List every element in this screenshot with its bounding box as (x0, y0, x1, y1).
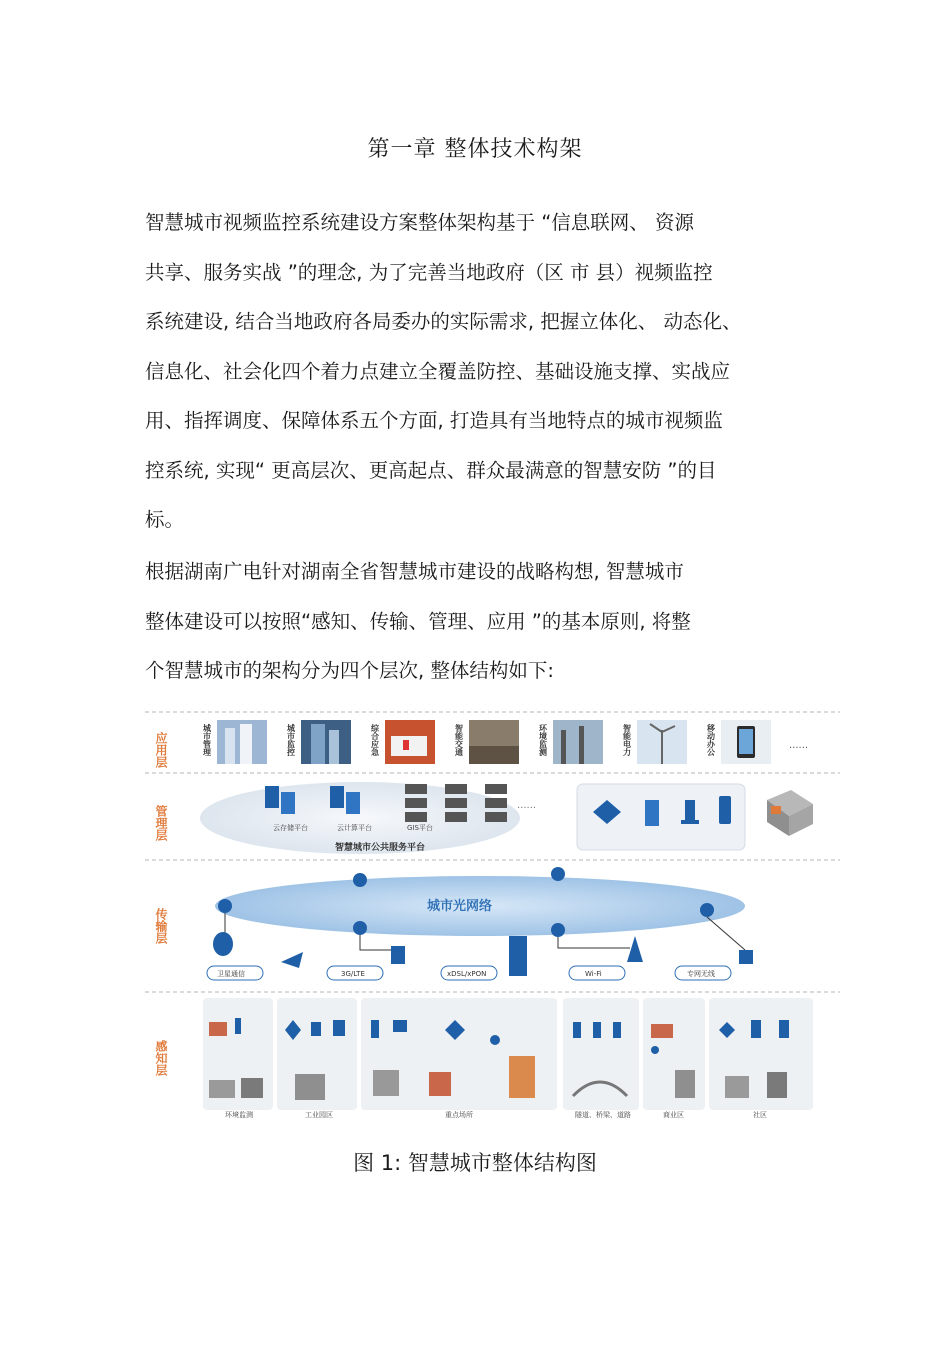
app-traffic (455, 720, 520, 764)
perception-row (203, 998, 813, 1119)
text-line: 用、指挥调度、保障体系五个方面, 打造具有当地特点的城市视频监 (145, 409, 723, 432)
area-environment (203, 998, 273, 1110)
app-more: ...... (789, 740, 809, 751)
layer-label-perception: 感知层 (154, 1040, 168, 1076)
transport-row (207, 867, 753, 980)
architecture-figure (145, 700, 840, 1120)
svg-text:商业区: 商业区 (663, 1111, 684, 1119)
paragraph-2 (145, 547, 807, 696)
area-community (709, 998, 813, 1110)
app-power (623, 720, 688, 764)
app-mobile-office (706, 720, 772, 764)
platform-label: 智慧城市公共服务平台 (335, 843, 426, 853)
svg-text:Wi-Fi: Wi-Fi (585, 970, 602, 978)
text-line: 个智慧城市的架构分为四个层次, 整体结构如下: (145, 659, 554, 682)
text-line: 系统建设, 结合当地政府各局委办的实际需求, 把握立体化、 动态化、 (145, 310, 742, 333)
app-city-surveillance (286, 720, 352, 764)
svg-text:环境监测: 环境监测 (538, 724, 548, 756)
layer-label-management: 管理层 (154, 805, 168, 841)
figure-caption: 图 1: 智慧城市整体结构图 (353, 1151, 597, 1175)
text-line: 共享、服务实战 ”的理念, 为了完善当地政府（区 市 县）视频监控 (145, 260, 713, 284)
text-line: 整体建设可以按照“感知、传输、管理、应用 ”的基本原则, 将整 (145, 609, 691, 633)
svg-text:卫星通信: 卫星通信 (217, 970, 245, 978)
text-line: 标。 (145, 508, 185, 531)
application-row (202, 720, 809, 764)
svg-text:xDSL/xPON: xDSL/xPON (447, 970, 487, 978)
app-city-management (202, 720, 268, 764)
paragraph-1 (145, 198, 807, 545)
app-emergency (370, 720, 436, 764)
app-environment (538, 720, 604, 764)
svg-text:城市监控: 城市监控 (286, 724, 296, 756)
svg-text:智能电力: 智能电力 (622, 724, 632, 756)
svg-text:环境监测: 环境监测 (225, 1111, 253, 1119)
svg-text:3G/LTE: 3G/LTE (341, 970, 365, 978)
storage-server (767, 790, 813, 836)
area-key-sites (361, 998, 557, 1110)
svg-text:云计算平台: 云计算平台 (337, 824, 372, 832)
area-industrial (277, 998, 357, 1110)
svg-text:隧道、桥梁、道路: 隧道、桥梁、道路 (575, 1111, 631, 1119)
svg-text:专网无线: 专网无线 (687, 970, 715, 978)
area-tunnels (563, 998, 639, 1110)
svg-text:工业园区: 工业园区 (305, 1111, 333, 1119)
svg-text:综合应急: 综合应急 (370, 724, 380, 756)
access-pills (207, 966, 731, 980)
svg-text:社区: 社区 (753, 1111, 767, 1119)
layer-label-transport: 传输层 (154, 908, 168, 944)
layer-labels (154, 731, 168, 1077)
svg-text:云存储平台: 云存储平台 (273, 824, 308, 832)
chapter-title: 第一章 整体技术构架 (367, 137, 583, 162)
svg-text:GIS平台: GIS平台 (407, 824, 433, 832)
svg-text:重点场所: 重点场所 (445, 1111, 473, 1119)
management-row (200, 782, 813, 854)
svg-text:移动办公: 移动办公 (706, 724, 716, 756)
svg-text:......: ...... (517, 800, 537, 811)
text-line: 控系统, 实现“ 更高层次、更高起点、群众最满意的智慧安防 ”的目 (145, 458, 717, 482)
text-line: 智慧城市视频监控系统建设方案整体架构基于 “信息联网、 资源 (145, 211, 694, 234)
network-label: 城市光网络 (427, 899, 493, 914)
text-line: 信息化、社会化四个着力点建立全覆盖防控、基础设施支撑、实战应 (145, 359, 731, 383)
area-commercial (643, 998, 705, 1110)
svg-text:智能交通: 智能交通 (454, 724, 464, 756)
text-line: 根据湖南广电针对湖南全省智慧城市建设的战略构想, 智慧城市 (145, 560, 684, 583)
svg-text:城市管理: 城市管理 (202, 724, 212, 756)
layer-label-application: 应用层 (154, 732, 168, 768)
perception-labels (225, 1110, 767, 1119)
